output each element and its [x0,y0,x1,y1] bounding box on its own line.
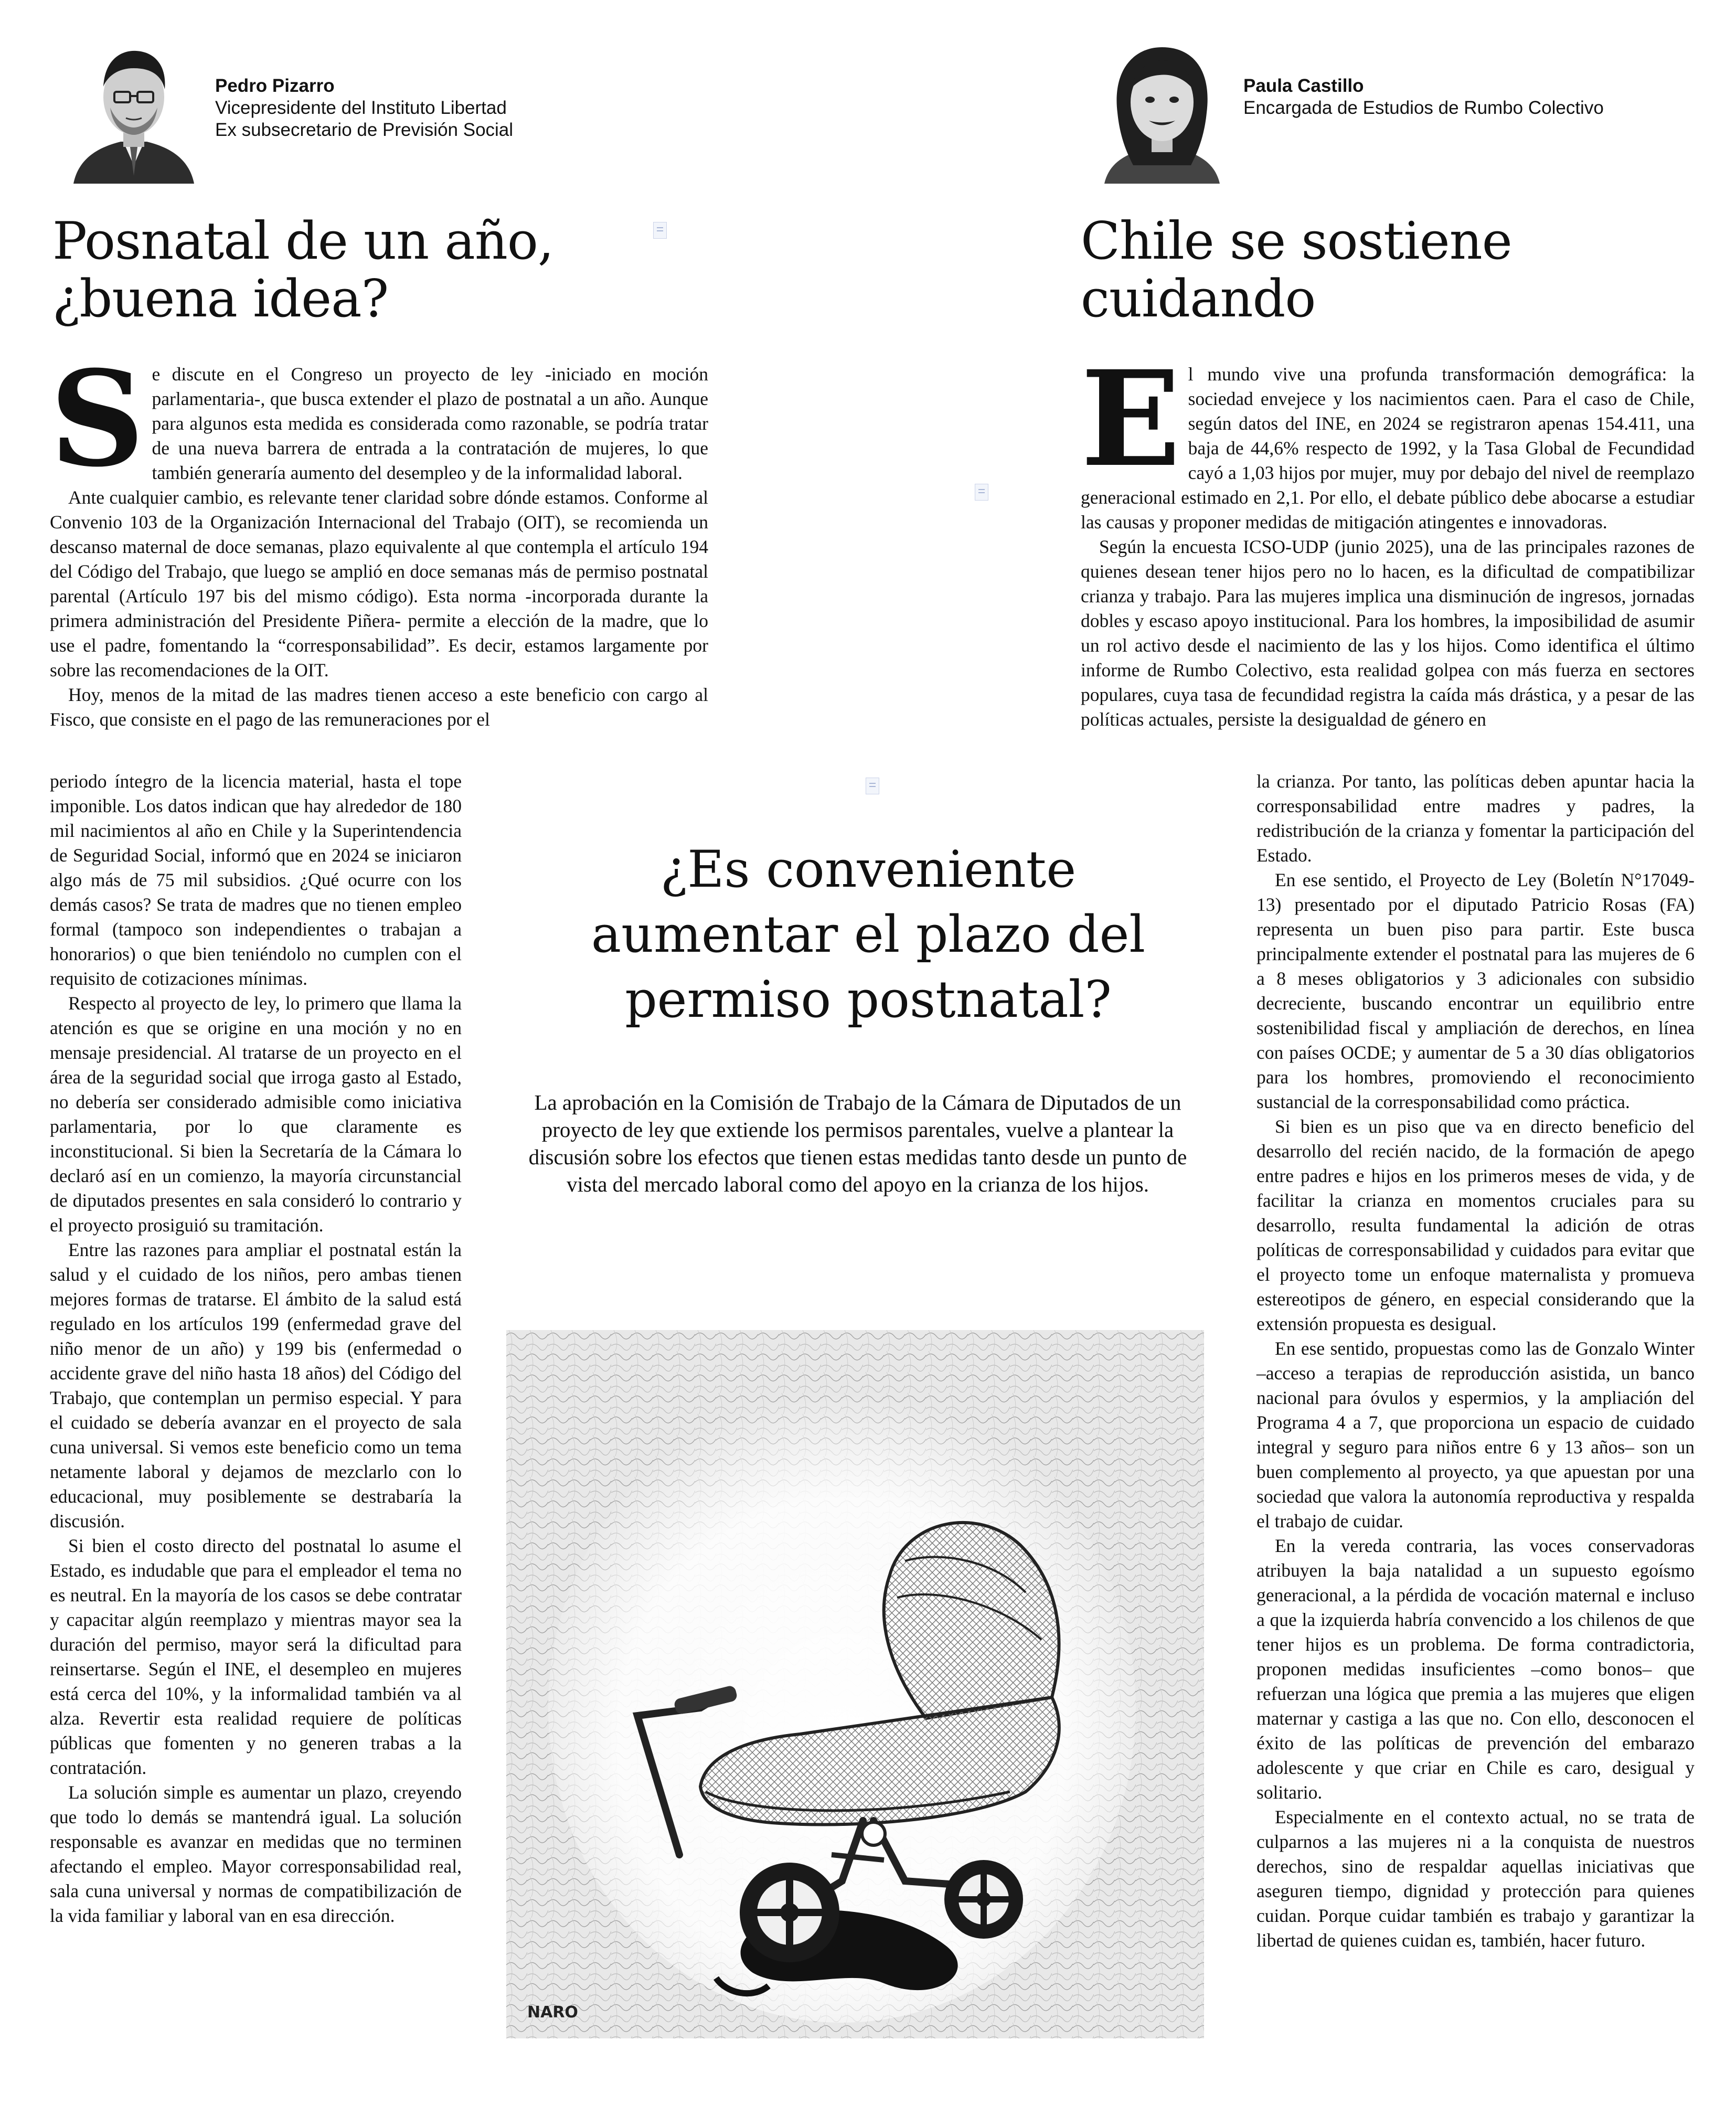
left-paragraph: periodo íntegro de la licencia material, hasta el tope imponible. Los datos indican que hay alrededor de 180 mil nacimientos al año en Chile y la Superintendencia de Seguridad Social, informó que en 2024 se iniciaron algo más de 75 mil subsidios. ¿Qué ocurre con los demás casos? Se trata de madres que no tienen empleo formal (tampoco son independientes o trabajan a honorarios) o que bien teniéndolo no cumplen con el requisito de cotizaciones mínimas. [50,771,462,989]
right-author-byline [1096,34,1604,181]
note-marker-icon[interactable] [975,484,988,501]
left-article-headline [52,212,577,328]
debate-intro: La aprobación en la Comisión de Trabajo de la Cámara de Diputados de un proyecto de ley que extiende los permisos parentales, vuelve a plantear la discusión sobre los efectos que tienen estas medidas tanto desde un punto de vista del mercado laboral como del apoyo en la crianza de los hijos. [528,1090,1187,1196]
left-author-portrait [68,34,199,181]
illustrator-signature: NARO [527,2003,578,2022]
right-paragraph: Especialmente en el contexto actual, no se trata de culparnos a las mujeres ni a la conquista de nuestros derechos, sino de respaldar aquellas iniciativas que aseguren tiempo, dignidad y protección para quienes cuidan. Porque cuidar también es trabajo y garantizar la libertad de quienes cuidan es, también, hacer futuro. [1256,1806,1695,1951]
left-paragraph: Entre las razones para ampliar el postnatal están la salud y el cuidado de los niños, pero ambas tienen mejores formas de tratarse. El ámbito de la salud está regulado en los artículos 199 (enfermedad grave del niño menor de un año) y 199 bis (enfermedad o accidente grave del niño hasta 18 años) del Código del Trabajo, que contemplan un permiso especial. Y para el cuidado se debería avanzar en el proyecto de sala cuna universal. Si vemos este beneficio como un tema netamente laboral y dejamos de mezclarlo con lo educacional, muy posiblemente se destrabaría la discusión. [50,1239,462,1532]
left-paragraph: e discute en el Congreso un proyecto de ley -iniciado en moción parlamentaria-, que busca extender el plazo de postnatal a un año. Aunque para algunos esta medida es considerada como razonable, se podría tratar de una nueva barrera de entrada a la contratación de mujeres, lo que también generaría aumento del desempleo y de la informalidad laboral. [152,364,708,483]
left-paragraph: Hoy, menos de la mitad de las madres tienen acceso a este beneficio con cargo al Fisco, que consiste en el pago de las remuneraciones por el [50,684,708,730]
right-headline-line-2: cuidando [1081,269,1316,329]
left-paragraph: Ante cualquier cambio, es relevante tener claridad sobre dónde estamos. Conforme al Convenio 103 de la Organización Internacional del Trabajo (OIT), se recomienda un descanso maternal de doce semanas, plazo equivalente al que contempla el artículo 194 del Código del Trabajo, que luego se amplió en doce semanas más de permiso postnatal parental (Artículo 197 bis del mismo código). Esta norma -incorporada durante la primera administración del Presidente Piñera- permite a elección de la madre, que lo use el padre, fomentando la “corresponsabilidad”. Es decir, estamos largamente por sobre las recomendaciones de la OIT. [50,487,708,681]
right-paragraph: l mundo vive una profunda transformación demográfica: la sociedad envejece y los nacimientos caen. Para el caso de Chile, según datos del INE, en 2024 se registraron apenas 154.411, una baja de 44,6% respecto de 1992, y la Tasa Global de Fecundidad cayó a 1,03 hijos por mujer, muy por debajo del nivel de reemplazo generacional estimado en 2,1. Por ello, el debate público debe abocarse a estudiar las causas y proponer medidas de mitigación atingentes e innovadoras. [1081,364,1695,533]
right-paragraph: En ese sentido, propuestas como las de Gonzalo Winter –acceso a terapias de reproducción asistida, un banco nacional para óvulos y espermios, y la ampliación del Programa 4 a 7, que proporciona un espacio de cuidado integral y seguro para niños entre 6 y 13 años– son un buen complemento al proyecto, ya que apuestan por una sociedad que valora la autonomía reproductiva y respalda el trabajo de cuidar. [1256,1338,1695,1532]
right-paragraph: Si bien es un piso que va en directo beneficio del desarrollo del recién nacido, de la formación de apego entre padres e hijos en los primeros meses de vida, y de facilitar la crianza en momentos cruciales para su desarrollo, resulta fundamental la adición de otras políticas de corresponsabilidad y cuidados para evitar que el proyecto tome un enfoque maternalista y promueva estereotipos de género, en especial considerando que la extensión propuesta es desigual. [1256,1116,1695,1334]
left-paragraph: Respecto al proyecto de ley, lo primero que llama la atención es que se origine en una moción y no en mensaje presidencial. Al tratarse de un proyecto en el área de la seguridad social que irroga gasto al Estado, no debería ser considerado admisible como iniciativa parlamentaria, por lo que claramente es inconstitucional. Si bien la Secretaría de la Cámara lo declaró así en un comienzo, la mayoría circunstancial de diputados presentes en sala consideró lo contrario y el proyecto prosiguió su tramitación. [50,993,462,1236]
left-author-name: Pedro Pizarro [215,76,335,96]
baby-stroller-illustration [506,1330,1204,2038]
left-dropcap: S [50,342,145,496]
right-author-title: Encargada de Estudios de Rumbo Colectivo [1243,98,1604,118]
left-article-bottom [50,769,462,1928]
right-dropcap: E [1081,342,1181,496]
right-article-headline [1081,212,1658,328]
right-paragraph: la crianza. Por tanto, las políticas deben apuntar hacia la corresponsabilidad entre madres y padres, la redistribución de la crianza y fomentar la participación del Estado. [1256,771,1695,866]
right-headline-line-1: Chile se sostiene [1081,211,1512,271]
right-author-portrait [1096,34,1228,181]
question-line-2: aumentar el plazo del [591,905,1146,964]
man-portrait-icon [68,34,199,184]
left-article-top [50,342,708,732]
right-paragraph: Según la encuesta ICSO-UDP (junio 2025), una de las principales razones de quienes desean tener hijos pero no lo hacen, es la dificultad de compatibilizar crianza y trabajo. Para las mujeres implica una disminución de ingresos, jornadas dobles y escaso apoyo institucional. Para los hombres, la imposibilidad de asumir un rol activo desde el nacimiento de las y los hijos. Como identifica el último informe de Rumbo Colectivo, esta realidad golpea con más fuerza en sectores populares, cuya tasa de fecundidad registra la caída más drástica, y a pesar de las políticas actuales, persiste la desigualdad de género en [1081,536,1695,730]
note-marker-icon[interactable] [653,222,667,239]
note-marker-icon[interactable] [866,778,879,794]
right-article-bottom [1256,769,1695,1953]
question-line-1: ¿Es conveniente [660,840,1077,899]
right-article-top [1081,342,1695,732]
left-paragraph: La solución simple es aumentar un plazo, creyendo que todo lo demás se mantendrá igual. La solución responsable es avanzar en medidas que no terminen afectando el empleo. Mayor corresponsabilidad real, sala cuna universal y normas de compatibilización de la vida familiar y laboral van en esa dirección. [50,1782,462,1926]
left-headline-line-2: ¿buena idea? [52,269,389,329]
left-author-byline [68,34,513,181]
right-paragraph: En la vereda contraria, las voces conservadoras atribuyen la baja natalidad a un supuesto egoísmo generacional, a la pérdida de vocación maternal e incluso a que la izquierda habría convencido a los chilenos de que tener hijos es un problema. De forma contradictoria, proponen medidas insuficientes –como bonos– que refuerzan una lógica que premia a las mujeres que eligen maternar y castiga a las que no. Con ello, desconocen el éxito de las políticas de prevención del embarazo adolescente y que criar en Chile es caro, desigual y solitario. [1256,1535,1695,1803]
left-author-title-2: Ex subsecretario de Previsión Social [215,120,514,140]
right-paragraph: En ese sentido, el Proyecto de Ley (Boletín N°17049-13) presentado por el diputado Patricio Rosas (FA) representa un buen piso para partir. Este busca principalmente extender el postnatal para las mujeres de 6 a 8 meses obligatorios y 3 adicionales con subsidio decreciente, buscando encontrar un equilibrio entre sostenibilidad fiscal y ampliación de derechos, en línea con países OCDE; y aumentar de 5 a 30 días obligatorios para los hombres, promoviendo el reconocimiento sustancial de la corresponsabilidad como práctica. [1256,869,1695,1112]
right-author-name: Paula Castillo [1243,76,1364,96]
woman-portrait-icon [1096,34,1228,184]
left-paragraph: Si bien el costo directo del postnatal lo asume el Estado, es indudable que para el empleador el tema no es neutral. En la mayoría de los casos se debe contratar y capacitar algún reemplazo y mientras mayor sea la duración del permiso, mayor será la dificultad para reinsertarse. Según el INE, el desempleo en mujeres está cerca del 10%, y la informalidad también va al alza. Revertir esta realidad requiere de políticas públicas que fomenten y no generen trabas a la contratación. [50,1535,462,1778]
debate-question-title [535,837,1201,1032]
left-author-title: Vicepresidente del Instituto Libertad [215,98,507,118]
question-line-3: permiso postnatal? [625,970,1112,1029]
left-headline-line-1: Posnatal de un año, [52,211,554,271]
